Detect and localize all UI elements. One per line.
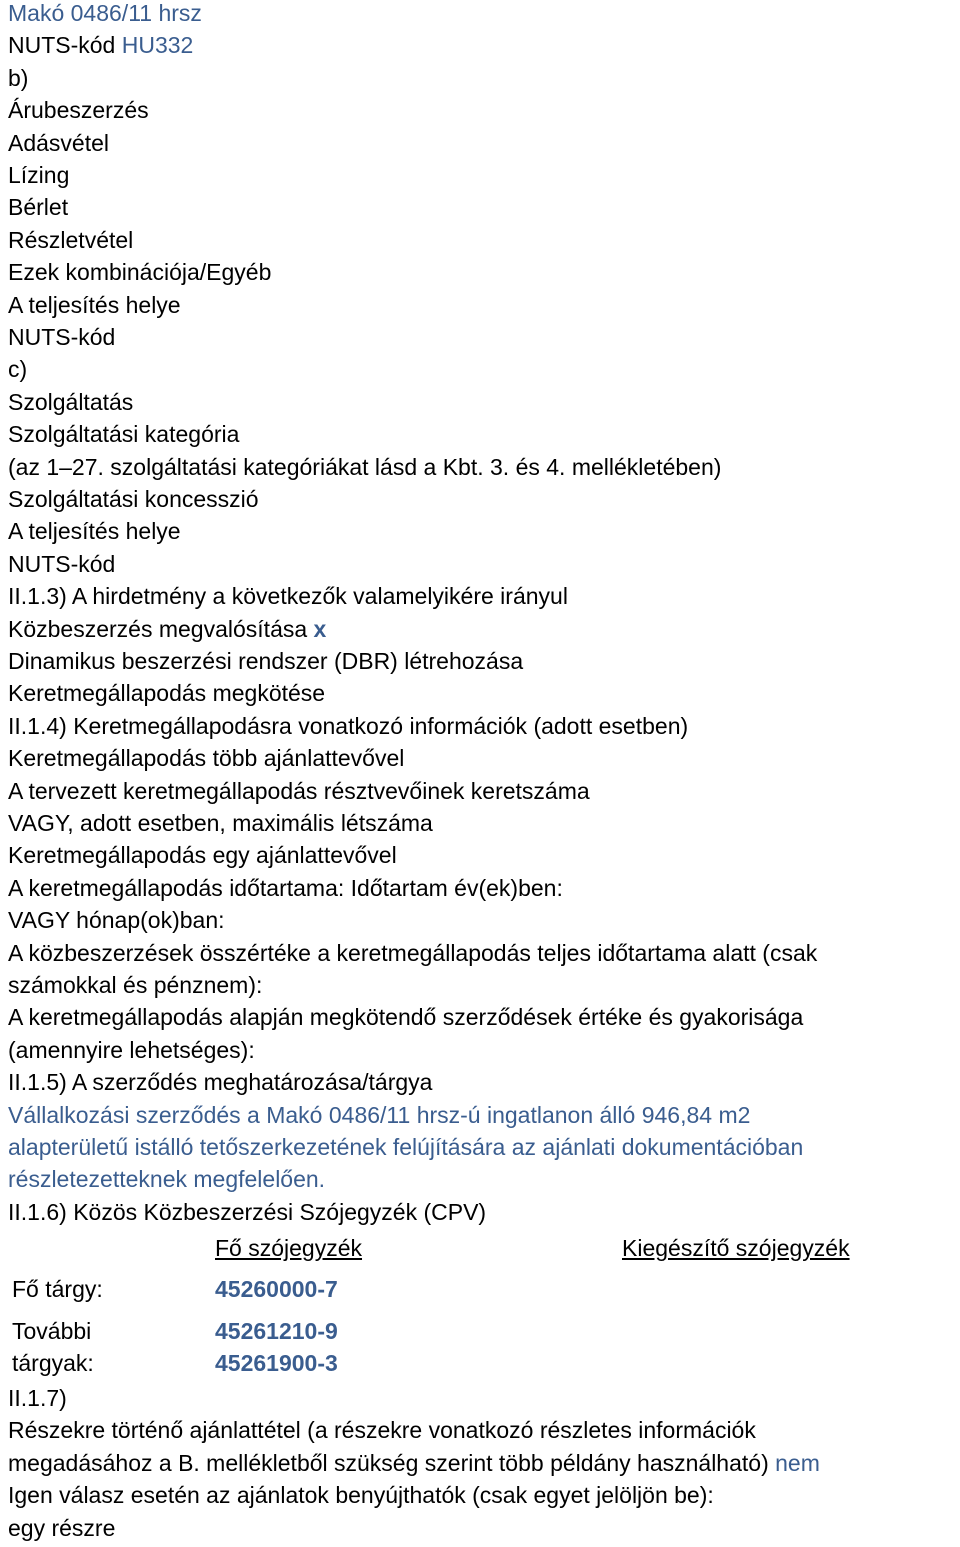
text-segment: megadásához a B. mellékletből szükség szerint több példány használható) (8, 1449, 776, 1476)
text-segment: Keretmegállapodás megkötése (8, 680, 326, 707)
text-line (8, 0, 202, 29)
text-line (8, 677, 325, 709)
text-segment: II.1.7) (8, 1385, 67, 1411)
text-segment: II.1.3) A hirdetmény a következők valamelyikére irányul (8, 583, 568, 610)
text-line (8, 386, 133, 418)
text-segment: Részekre történő ajánlattétel (a részekre vonatkozó részletes információk (8, 1417, 756, 1444)
text-segment: Közbeszerzés megvalósítása (8, 615, 314, 642)
text-segment: Lízing (8, 162, 70, 188)
text-line (8, 1131, 803, 1163)
text-line (8, 451, 721, 483)
text-segment: Makó 0486/11 hrsz (8, 0, 202, 26)
cpv-main-code: 45260000-7 (215, 1276, 338, 1302)
text-line (8, 62, 28, 94)
text-line (8, 483, 259, 515)
text-segment: Vállalkozási szerződés a Makó 0486/11 hrsz-ú ingatlanon álló 946,84 m2 (8, 1101, 751, 1128)
text-line (8, 1066, 432, 1098)
text-line (8, 839, 397, 871)
text-segment: VAGY, adott esetben, maximális létszáma (8, 810, 433, 836)
cpv-more-code-1: 45261210-9 (215, 1318, 338, 1344)
text-segment: c) (8, 356, 28, 383)
cpv-more-label-1: További (12, 1318, 92, 1344)
text-segment: NUTS-kód (8, 550, 116, 577)
text-segment: Szolgáltatási koncesszió (8, 486, 259, 512)
text-line (8, 321, 115, 353)
cpv-main-label: Fő tárgy: (12, 1276, 103, 1302)
text-line (8, 1382, 67, 1414)
text-segment: Adásvétel (8, 129, 110, 156)
text-segment: Keretmegállapodás egy ajánlattevővel (8, 842, 397, 869)
text-line (8, 191, 68, 223)
text-line (8, 127, 109, 159)
text-segment: II.1.6) Közös Közbeszerzési Szójegyzék (CPV) (8, 1198, 487, 1225)
text-segment: VAGY hónap(ok)ban: (8, 907, 225, 934)
text-segment: nem (775, 1449, 820, 1476)
text-segment: Igen válasz esetén az ajánlatok benyújthatók (csak egyet jelöljön be): (8, 1482, 714, 1509)
text-segment: alapterületű istálló tetőszerkezetének felújítására az ajánlati dokumentációban (8, 1134, 804, 1160)
text-line (8, 904, 225, 936)
text-line (8, 872, 563, 904)
text-segment: A keretmegállapodás alapján megkötendő szerződések értéke és gyakorisága (8, 1004, 804, 1031)
text-line (8, 1414, 756, 1446)
text-line (8, 29, 193, 61)
text-line (8, 353, 27, 385)
text-line (8, 548, 115, 580)
text-line (8, 159, 69, 191)
text-segment: Bérlet (8, 194, 69, 221)
text-line (8, 289, 181, 321)
text-segment: számokkal és pénznem): (8, 972, 263, 998)
text-segment: II.1.5) A szerződés meghatározása/tárgya (8, 1069, 433, 1096)
text-segment: II.1.4) Keretmegállapodásra vonatkozó információk (adott esetben) (8, 712, 689, 739)
text-line (8, 969, 262, 1001)
text-segment: A közbeszerzések összértéke a keretmegállapodás teljes időtartama alatt (csak (8, 939, 818, 966)
cpv-more-label-2: tárgyak: (12, 1350, 94, 1376)
text-line (8, 515, 181, 547)
text-line (8, 418, 239, 450)
text-segment: A tervezett keretmegállapodás résztvevőinek keretszáma (8, 777, 590, 804)
text-segment: NUTS-kód (8, 324, 116, 350)
text-line (8, 710, 688, 742)
text-segment: Keretmegállapodás több ajánlattevővel (8, 745, 405, 772)
text-line (8, 1196, 486, 1228)
text-line (8, 937, 817, 969)
text-line (8, 580, 568, 612)
text-segment: Árubeszerzés (8, 97, 149, 124)
text-segment: x (313, 615, 327, 642)
text-segment: (amennyire lehetséges): (8, 1036, 255, 1063)
text-line (8, 256, 271, 288)
text-line (8, 224, 133, 256)
text-line (8, 1479, 714, 1511)
text-segment: egy részre (8, 1514, 116, 1541)
text-line (8, 1099, 750, 1131)
text-line (8, 1163, 325, 1195)
text-segment: Ezek kombinációja/Egyéb (8, 259, 272, 286)
text-line (8, 742, 404, 774)
text-segment: A teljesítés helye (8, 291, 181, 318)
text-line (8, 1512, 115, 1544)
text-line (8, 807, 433, 839)
text-segment: b) (8, 64, 29, 91)
text-line (8, 613, 326, 645)
text-line (8, 645, 523, 677)
text-segment: HU332 (121, 32, 194, 59)
text-segment: Dinamikus beszerzési rendszer (DBR) létrehozása (8, 648, 524, 674)
text-segment: A teljesítés helye (8, 518, 181, 545)
cpv-extra-header: Kiegészítő szójegyzék (622, 1235, 850, 1261)
text-segment: részletezetteknek megfelelően. (8, 1166, 326, 1193)
text-line (8, 94, 149, 126)
text-segment: NUTS-kód (8, 32, 122, 59)
text-segment: (az 1–27. szolgáltatási kategóriákat lásd a Kbt. 3. és 4. mellékletében) (8, 453, 722, 480)
text-segment: Szolgáltatás (8, 388, 134, 415)
text-segment: A keretmegállapodás időtartama: Időtartam év(ek)ben: (8, 874, 563, 901)
cpv-main-header: Fő szójegyzék (215, 1235, 363, 1261)
text-line (8, 1001, 803, 1033)
text-segment: Részletvétel (8, 226, 134, 253)
text-line (8, 775, 590, 807)
text-line (8, 1034, 255, 1066)
text-line (8, 1447, 820, 1479)
text-segment: Szolgáltatási kategória (8, 421, 240, 448)
cpv-more-code-2: 45261900-3 (215, 1350, 338, 1376)
